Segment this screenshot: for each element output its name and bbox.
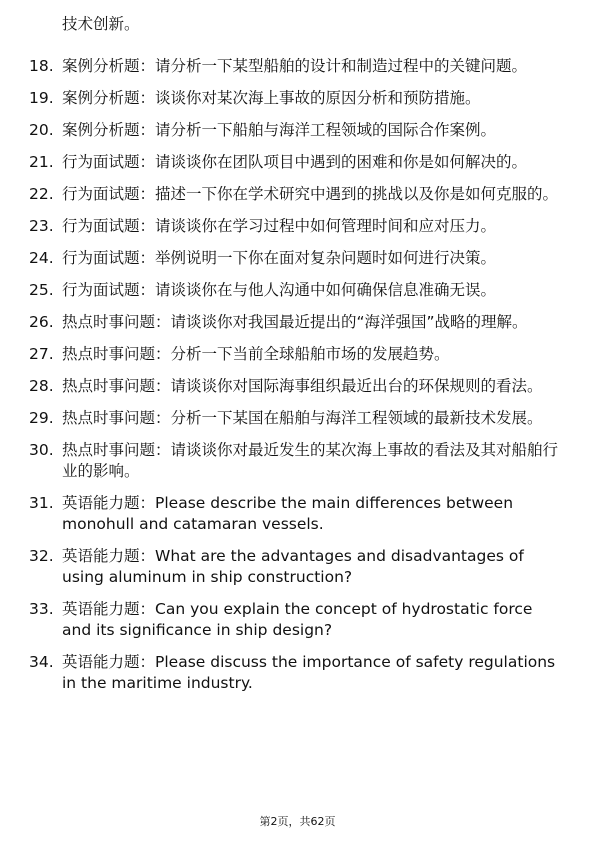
question-item — [0, 120, 595, 141]
question-number: 34. — [29, 653, 54, 671]
question-item — [0, 493, 595, 535]
question-text: 行为面试题：请谈谈你在学习过程中如何管理时间和应对压力。 — [62, 217, 497, 235]
question-item — [0, 546, 595, 588]
question-number: 20. — [29, 121, 54, 139]
question-number: 19. — [29, 89, 54, 107]
question-text: 英语能力题：Can you explain the concept of hydrostatic force and its significance in ship design? — [62, 600, 533, 639]
question-number: 28. — [29, 377, 54, 395]
question-item — [0, 599, 595, 641]
question-number: 29. — [29, 409, 54, 427]
question-number: 27. — [29, 345, 54, 363]
question-text: 热点时事问题：分析一下当前全球船舶市场的发展趋势。 — [62, 345, 450, 363]
question-list — [0, 56, 595, 705]
question-item — [0, 248, 595, 269]
question-item — [0, 56, 595, 77]
question-item — [0, 376, 595, 397]
question-item — [0, 344, 595, 365]
question-text: 行为面试题：描述一下你在学术研究中遇到的挑战以及你是如何克服的。 — [62, 185, 559, 203]
question-item — [0, 440, 595, 482]
question-number: 25. — [29, 281, 54, 299]
question-text: 热点时事问题：请谈谈你对最近发生的某次海上事故的看法及其对船舶行业的影响。 — [62, 441, 559, 480]
question-item — [0, 216, 595, 237]
question-text: 案例分析题：谈谈你对某次海上事故的原因分析和预防措施。 — [62, 89, 481, 107]
question-item — [0, 152, 595, 173]
question-text: 热点时事问题：请谈谈你对我国最近提出的“海洋强国”战略的理解。 — [62, 313, 528, 331]
continuation-text: 技术创新。 — [62, 15, 140, 33]
question-item — [0, 184, 595, 205]
question-text: 案例分析题：请分析一下船舶与海洋工程领域的国际合作案例。 — [62, 121, 497, 139]
question-item — [0, 88, 595, 109]
question-text: 行为面试题：举例说明一下你在面对复杂问题时如何进行决策。 — [62, 249, 497, 267]
question-text: 英语能力题：What are the advantages and disadvantages of using aluminum in ship construction? — [62, 547, 524, 586]
question-number: 30. — [29, 441, 54, 459]
question-text: 英语能力题：Please describe the main differences between monohull and catamaran vessels. — [62, 494, 514, 533]
question-number: 18. — [29, 57, 54, 75]
question-number: 26. — [29, 313, 54, 331]
page-footer: 第2页，共62页 — [259, 815, 336, 828]
question-number: 31. — [29, 494, 54, 512]
question-number: 24. — [29, 249, 54, 267]
question-text: 热点时事问题：分析一下某国在船舶与海洋工程领域的最新技术发展。 — [62, 409, 543, 427]
question-number: 22. — [29, 185, 54, 203]
question-number: 33. — [29, 600, 54, 618]
question-text: 热点时事问题：请谈谈你对国际海事组织最近出台的环保规则的看法。 — [62, 377, 543, 395]
question-item — [0, 312, 595, 333]
question-item — [0, 652, 595, 694]
question-number: 23. — [29, 217, 54, 235]
question-text: 行为面试题：请谈谈你在团队项目中遇到的困难和你是如何解决的。 — [62, 153, 528, 171]
question-number: 21. — [29, 153, 54, 171]
question-item — [0, 408, 595, 429]
question-text: 案例分析题：请分析一下某型船舶的设计和制造过程中的关键问题。 — [62, 57, 528, 75]
question-item — [0, 280, 595, 301]
question-number: 32. — [29, 547, 54, 565]
question-text: 行为面试题：请谈谈你在与他人沟通中如何确保信息准确无误。 — [62, 281, 497, 299]
question-text: 英语能力题：Please discuss the importance of safety regulations in the maritime industry. — [62, 653, 556, 692]
